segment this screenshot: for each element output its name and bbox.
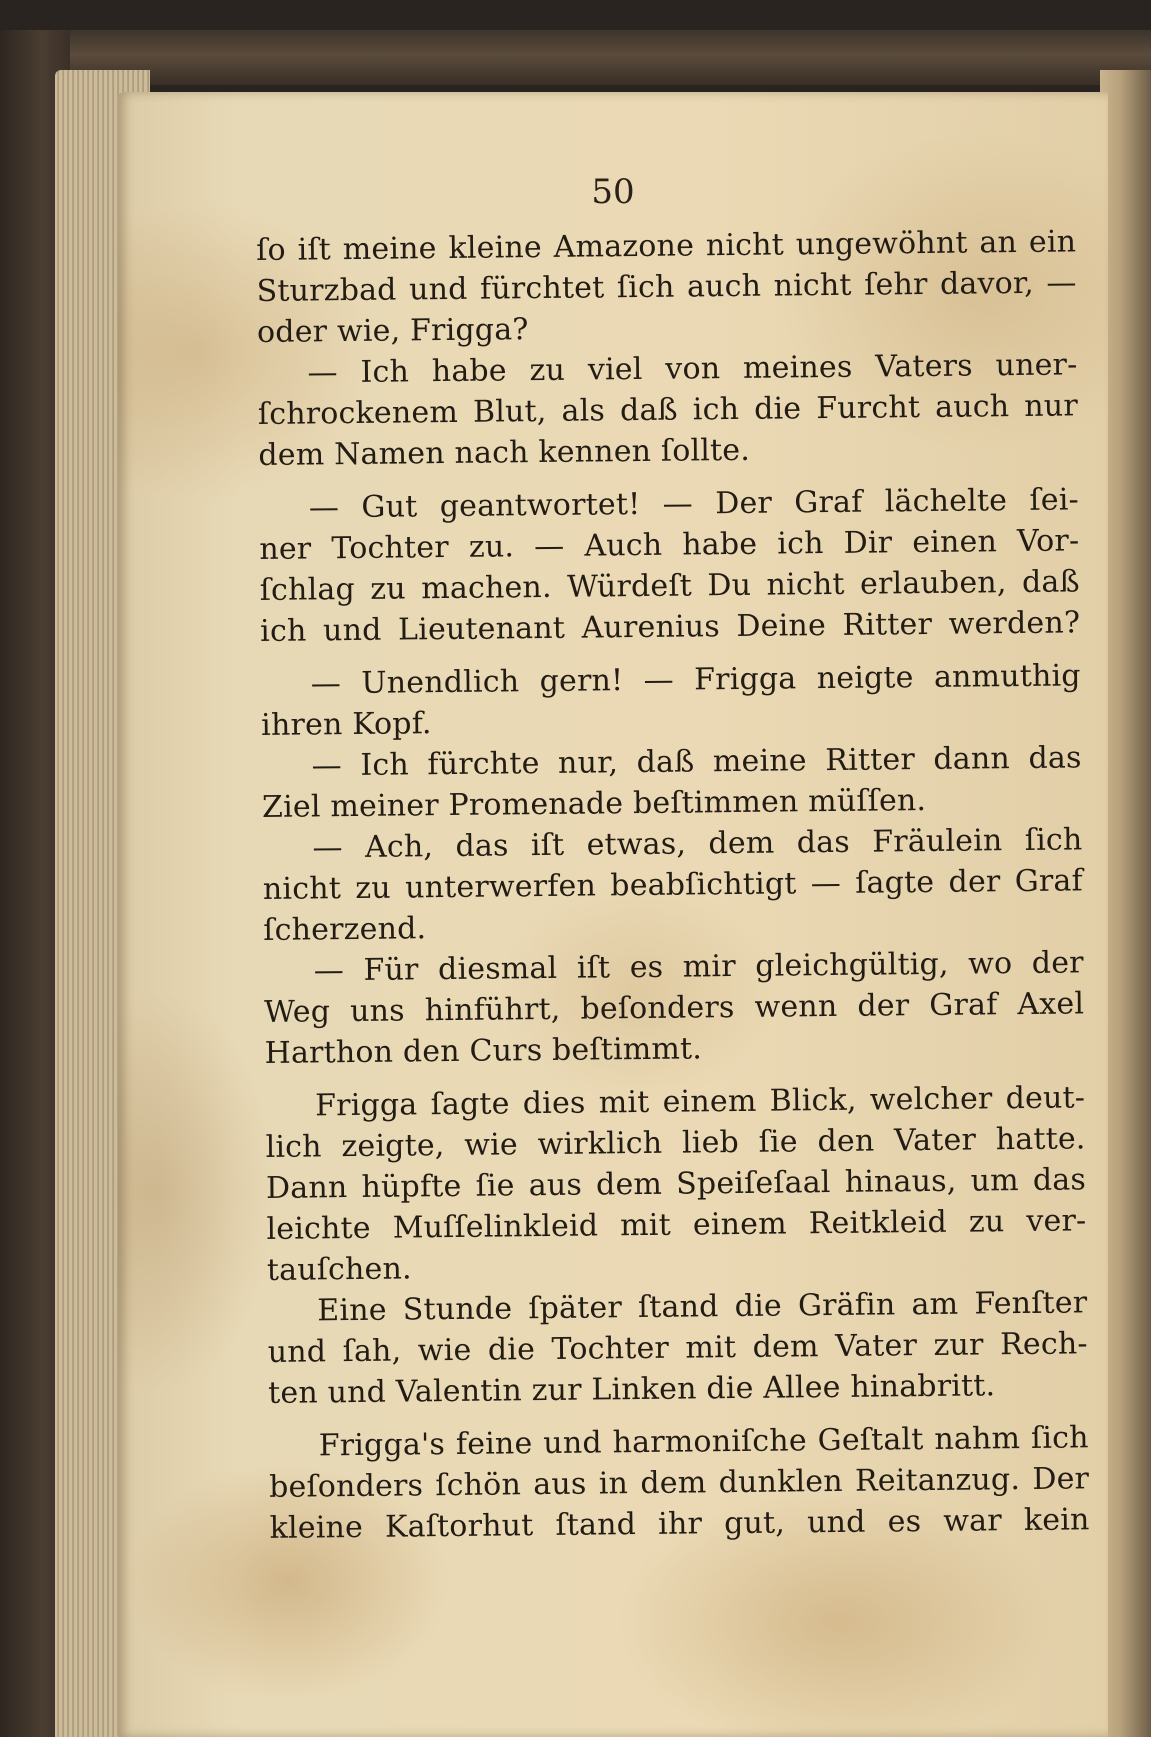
text-line: ſcherzend.	[263, 911, 427, 948]
text-line: ſchlag zu machen. Würdeſt Du nicht erlauben, daß	[259, 564, 1080, 608]
text-line: lich zeigte, wie wirklich lieb ſie den Vater hatte.	[265, 1121, 1086, 1165]
text-line: tauſchen.	[266, 1251, 412, 1288]
page-text	[256, 221, 1090, 1549]
text-line: ſchrockenem Blut, als daß ich die Furcht auch nur	[257, 388, 1079, 432]
text-line: ich und Lieutenant Aurenius Deine Ritter werden?	[260, 605, 1081, 649]
text-line: kleine Kaſtorhut ſtand ihr gut, und es war kein	[269, 1502, 1090, 1546]
text-line: ner Tochter zu. — Auch habe ich Dir einen Vor-	[259, 523, 1080, 567]
text-line: ihren Kopf.	[261, 706, 432, 743]
text-line: Dann hüpfte ſie aus dem Speiſeſaal hinaus, um das	[265, 1162, 1087, 1206]
text-line: — Ich fürchte nur, daß meine Ritter dann das	[311, 740, 1082, 784]
text-line: Frigga ſagte dies mit einem Blick, welcher deut-	[314, 1080, 1086, 1124]
text-line: nicht zu unterwerfen beabſichtigt — ſagte der Graf	[262, 863, 1084, 907]
text-line: ten und Valentin zur Linken die Allee hinabritt.	[268, 1368, 996, 1411]
text-line: Ziel meiner Promenade beſtimmen müſſen.	[261, 783, 927, 825]
text-line: ſo iſt meine kleine Amazone nicht ungewöhnt an ein	[256, 224, 1077, 268]
text-line: — Ich habe zu viel von meines Vaters uner-	[307, 347, 1078, 391]
text-line: und ſah, wie die Tochter mit dem Vater zur Rech-	[267, 1326, 1088, 1370]
text-line: — Ach, das iſt etwas, dem das Fräulein ſich	[312, 822, 1083, 866]
text-line: oder wie, Frigga?	[256, 312, 529, 350]
text-line: — Gut geantwortet! — Der Graf lächelte ſei-	[308, 482, 1080, 526]
book-cover-top	[0, 30, 1151, 85]
text-line: dem Namen nach kennen ſollte.	[258, 432, 751, 473]
text-line: leichte Muſſelinkleid mit einem Reitkleid zu ver-	[266, 1203, 1087, 1247]
text-line: Harthon den Curs beſtimmt.	[264, 1031, 703, 1071]
text-line: — Unendlich gern! — Frigga neigte anmuthig	[310, 658, 1081, 702]
text-line: Sturzbad und fürchtet ſich auch nicht ſehr davor, —	[256, 265, 1077, 309]
book-page	[118, 92, 1108, 1737]
text-line: Frigga's feine und harmoniſche Geſtalt nahm ſich	[318, 1420, 1089, 1464]
text-line: beſonders ſchön aus in dem dunklen Reitanzug. Der	[268, 1461, 1090, 1505]
text-line: Eine Stunde ſpäter ſtand die Gräfin am Fenſter	[317, 1285, 1088, 1329]
text-line: Weg uns hinführt, beſonders wenn der Graf Axel	[264, 986, 1085, 1030]
page-number: 50	[591, 172, 635, 212]
text-line: — Für diesmal iſt es mir gleichgültig, wo der	[313, 945, 1084, 989]
